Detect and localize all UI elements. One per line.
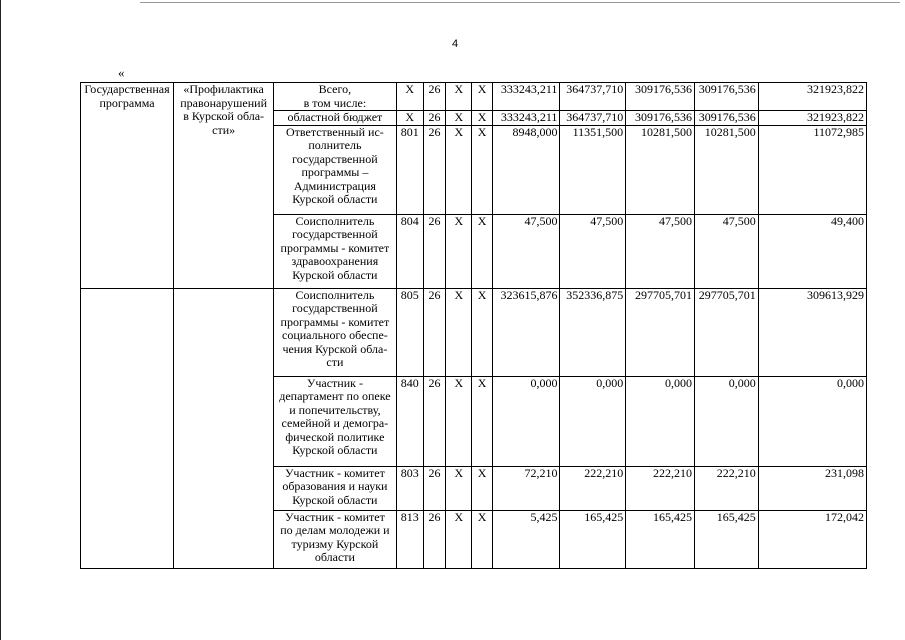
value-cell-1: 0,000 xyxy=(492,376,560,466)
page-number: 4 xyxy=(452,38,459,50)
code-cell: 813 xyxy=(396,510,423,568)
executor-label-cell xyxy=(274,288,396,376)
value-cell-3: 309176,536 xyxy=(626,111,695,126)
subprogram-cell: 26 xyxy=(423,288,445,376)
value-cell-1: 333243,211 xyxy=(492,83,560,111)
value-cell-2: 352336,875 xyxy=(560,288,626,376)
value-cell-5: 11072,985 xyxy=(758,125,866,214)
text-line: Ответственный ис- xyxy=(286,125,384,139)
value-cell-2: 222,210 xyxy=(560,466,626,510)
subprogram-cell: 26 xyxy=(423,83,445,111)
text-line: департамент по опеке xyxy=(279,389,391,403)
subprogram-cell: 26 xyxy=(423,466,445,510)
value-cell-2: 364737,710 xyxy=(560,111,626,126)
text-line: фической политике xyxy=(285,429,385,444)
subprogram-cell: 26 xyxy=(423,111,445,126)
main-event-cell: X xyxy=(446,288,472,376)
value-cell-1: 8948,000 xyxy=(492,125,560,214)
value-cell-1: 5,425 xyxy=(492,510,560,568)
executor-label-cell xyxy=(274,376,396,466)
text-line: сти» xyxy=(212,122,236,137)
event-cell: X xyxy=(472,125,492,214)
text-line: по делам молодежи и xyxy=(280,523,390,537)
value-cell-5: 309613,929 xyxy=(758,288,866,376)
value-cell-5: 0,000 xyxy=(758,376,866,466)
text-line: государственной xyxy=(292,301,378,315)
event-cell: X xyxy=(472,510,492,568)
table-row xyxy=(81,288,867,376)
event-cell: X xyxy=(472,466,492,510)
value-cell-4: 165,425 xyxy=(694,510,758,568)
value-cell-4: 309176,536 xyxy=(694,83,758,111)
text-line: Участник - комитет xyxy=(284,466,385,480)
value-cell-4: 297705,701 xyxy=(694,288,758,376)
value-cell-3: 222,210 xyxy=(626,466,695,510)
value-cell-2: 0,000 xyxy=(560,376,626,466)
main-event-cell: X xyxy=(446,510,472,568)
program-name-cell-empty xyxy=(174,288,274,568)
code-cell: 805 xyxy=(396,288,423,376)
text-line: программы – xyxy=(301,165,369,179)
value-cell-4: 47,500 xyxy=(694,214,758,288)
text-line: туризму Курской xyxy=(291,536,379,551)
code-cell: X xyxy=(396,83,423,111)
executor-label-cell xyxy=(274,83,396,111)
main-event-cell: X xyxy=(446,83,472,111)
executor-label-cell xyxy=(274,510,396,568)
value-cell-2: 11351,500 xyxy=(560,125,626,214)
event-cell: X xyxy=(472,83,492,111)
text-line: программы - комитет xyxy=(280,314,390,329)
program-name-cell xyxy=(174,83,274,289)
text-line: Участник - комитет xyxy=(284,510,385,524)
text-line: Администрация xyxy=(293,178,376,193)
value-cell-3: 0,000 xyxy=(626,376,695,466)
code-cell: 840 xyxy=(396,376,423,466)
subprogram-cell: 26 xyxy=(423,376,445,466)
value-cell-2: 165,425 xyxy=(560,510,626,568)
value-cell-5: 321923,822 xyxy=(758,83,866,111)
executor-label-cell xyxy=(274,111,396,126)
program-type-cell-empty xyxy=(81,288,174,568)
text-line: здравоохранения xyxy=(291,254,379,268)
scan-edge-left xyxy=(0,0,1,640)
value-cell-3: 165,425 xyxy=(626,510,695,568)
main-event-cell: X xyxy=(446,125,472,214)
event-cell: X xyxy=(472,288,492,376)
code-cell: 804 xyxy=(396,214,423,288)
text-line: Курской области xyxy=(292,267,378,282)
executor-label-cell xyxy=(274,214,396,288)
text-line: программа xyxy=(99,95,155,110)
value-cell-3: 309176,536 xyxy=(626,83,695,111)
main-event-cell: X xyxy=(446,466,472,510)
value-cell-2: 47,500 xyxy=(560,214,626,288)
code-cell: X xyxy=(396,111,423,126)
value-cell-5: 231,098 xyxy=(758,466,866,510)
text-line: в том числе: xyxy=(303,95,367,110)
subprogram-cell: 26 xyxy=(423,510,445,568)
text-line: Всего, xyxy=(318,82,352,96)
text-line: программы - комитет xyxy=(280,240,390,255)
program-type-cell xyxy=(81,83,174,289)
subprogram-cell: 26 xyxy=(423,125,445,214)
text-line: государственной xyxy=(292,227,378,241)
text-line: образования и науки xyxy=(282,479,388,493)
table-row xyxy=(81,83,867,111)
text-line: «Профилактика xyxy=(183,82,264,96)
scan-edge-top xyxy=(140,2,900,3)
main-event-cell: X xyxy=(446,214,472,288)
text-line: социального обеспе- xyxy=(282,328,388,342)
value-cell-4: 309176,536 xyxy=(694,111,758,126)
text-line: областной бюджет xyxy=(287,110,383,124)
code-cell: 803 xyxy=(396,466,423,510)
value-cell-4: 10281,500 xyxy=(694,125,758,214)
text-line: государственной xyxy=(292,151,378,166)
text-line: чения Курской обла- xyxy=(282,341,388,356)
event-cell: X xyxy=(472,376,492,466)
text-line: Соисполнитель xyxy=(295,288,375,302)
subprogram-cell: 26 xyxy=(423,214,445,288)
value-cell-4: 222,210 xyxy=(694,466,758,510)
text-line: Курской области xyxy=(292,192,378,206)
value-cell-3: 297705,701 xyxy=(626,288,695,376)
text-line: сти xyxy=(326,355,344,369)
text-line: полнитель xyxy=(308,138,362,152)
value-cell-5: 49,400 xyxy=(758,214,866,288)
value-cell-1: 333243,211 xyxy=(492,111,560,126)
main-event-cell: X xyxy=(446,111,472,126)
value-cell-1: 72,210 xyxy=(492,466,560,510)
value-cell-1: 323615,876 xyxy=(492,288,560,376)
value-cell-3: 47,500 xyxy=(626,214,695,288)
text-line: Соисполнитель xyxy=(295,214,375,228)
executor-label-cell xyxy=(274,125,396,214)
text-line: области xyxy=(314,550,355,564)
value-cell-5: 321923,822 xyxy=(758,111,866,126)
text-line: Курской области xyxy=(292,443,378,457)
executor-label-cell xyxy=(274,466,396,510)
open-quote: « xyxy=(118,65,125,80)
text-line: Курской области xyxy=(292,492,378,507)
code-cell: 801 xyxy=(396,125,423,214)
event-cell: X xyxy=(472,111,492,126)
budget-table xyxy=(80,82,867,569)
text-line: Государственная xyxy=(84,82,170,96)
main-event-cell: X xyxy=(446,376,472,466)
value-cell-1: 47,500 xyxy=(492,214,560,288)
text-line: и попечительству, xyxy=(289,402,381,417)
value-cell-2: 364737,710 xyxy=(560,83,626,111)
value-cell-4: 0,000 xyxy=(694,376,758,466)
value-cell-5: 172,042 xyxy=(758,510,866,568)
value-cell-3: 10281,500 xyxy=(626,125,695,214)
text-line: правонарушений xyxy=(180,95,268,110)
text-line: семейной и демогра- xyxy=(281,416,389,430)
text-line: Участник - xyxy=(306,376,363,390)
text-line: в Курской обла- xyxy=(183,109,265,123)
event-cell: X xyxy=(472,214,492,288)
